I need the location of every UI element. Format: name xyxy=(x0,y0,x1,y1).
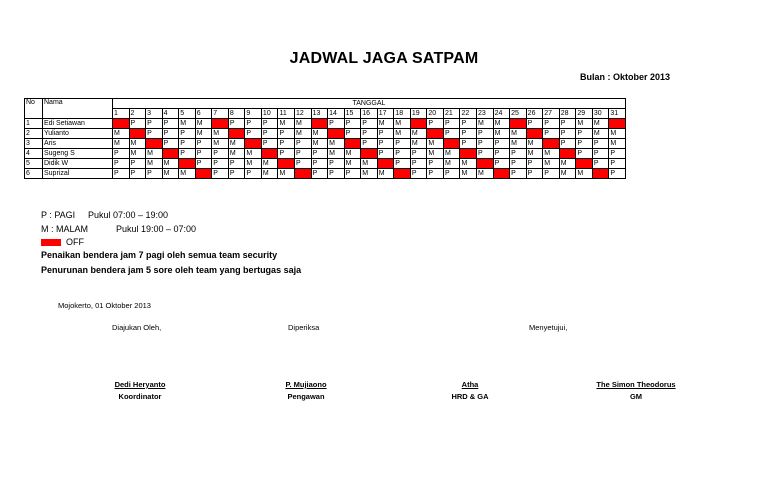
shift-cell-off xyxy=(394,169,411,179)
day-header: 7 xyxy=(212,109,229,119)
shift-cell-off xyxy=(113,119,130,129)
shift-cell-off xyxy=(344,139,361,149)
shift-cell-off xyxy=(410,119,427,129)
row-number: 6 xyxy=(25,169,43,179)
shift-cell: P xyxy=(195,139,212,149)
shift-cell: P xyxy=(609,149,626,159)
shift-cell: M xyxy=(179,169,196,179)
shift-cell: P xyxy=(295,159,312,169)
shift-cell: P xyxy=(576,149,593,159)
day-header: 1 xyxy=(113,109,130,119)
shift-cell: P xyxy=(543,129,560,139)
shift-cell: M xyxy=(162,169,179,179)
shift-cell: M xyxy=(543,159,560,169)
shift-cell: M xyxy=(443,149,460,159)
shift-cell: P xyxy=(228,159,245,169)
shift-cell: P xyxy=(559,119,576,129)
shift-cell: M xyxy=(228,149,245,159)
shift-cell: P xyxy=(609,169,626,179)
table-row xyxy=(25,159,626,169)
shift-cell: P xyxy=(592,159,609,169)
shift-cell: P xyxy=(328,119,345,129)
shift-cell: M xyxy=(278,119,295,129)
shift-cell: P xyxy=(212,149,229,159)
shift-cell: M xyxy=(493,129,510,139)
shift-cell: M xyxy=(526,149,543,159)
day-header: 2 xyxy=(129,109,146,119)
day-header: 6 xyxy=(195,109,212,119)
shift-cell: P xyxy=(212,169,229,179)
shift-cell: P xyxy=(261,139,278,149)
shift-cell-off xyxy=(228,129,245,139)
legend-pagi-code: P : PAGI xyxy=(41,210,76,220)
shift-cell: M xyxy=(460,169,477,179)
shift-cell: M xyxy=(344,149,361,159)
shift-cell: P xyxy=(195,159,212,169)
shift-cell: P xyxy=(510,149,527,159)
diajukan-label: Diajukan Oleh, xyxy=(112,323,162,332)
shift-cell: P xyxy=(361,129,378,139)
shift-cell: M xyxy=(295,129,312,139)
shift-cell: P xyxy=(410,149,427,159)
day-header: 26 xyxy=(526,109,543,119)
shift-cell: P xyxy=(410,159,427,169)
shift-cell: P xyxy=(278,149,295,159)
day-header: 18 xyxy=(394,109,411,119)
shift-cell: P xyxy=(559,139,576,149)
shift-cell: P xyxy=(344,129,361,139)
shift-cell-off xyxy=(592,169,609,179)
shift-cell: P xyxy=(146,119,163,129)
shift-cell: P xyxy=(328,169,345,179)
table-row xyxy=(25,119,626,129)
legend-off-label: OFF xyxy=(66,237,84,247)
day-header: 12 xyxy=(295,109,312,119)
shift-cell: P xyxy=(295,149,312,159)
table-row xyxy=(25,149,626,159)
shift-cell-off xyxy=(195,169,212,179)
shift-cell: M xyxy=(592,129,609,139)
place-date: Mojokerto, 01 Oktober 2013 xyxy=(58,301,151,310)
shift-cell: M xyxy=(295,119,312,129)
day-header: 21 xyxy=(443,109,460,119)
shift-cell: P xyxy=(443,129,460,139)
shift-cell: P xyxy=(526,159,543,169)
day-header: 30 xyxy=(592,109,609,119)
day-header: 9 xyxy=(245,109,262,119)
shift-cell: P xyxy=(576,129,593,139)
shift-cell: P xyxy=(460,139,477,149)
shift-cell: P xyxy=(212,159,229,169)
shift-cell-off xyxy=(443,139,460,149)
shift-cell: P xyxy=(394,159,411,169)
guard-name: Edi Setiawan xyxy=(43,119,113,129)
shift-cell: M xyxy=(344,159,361,169)
shift-cell: P xyxy=(261,119,278,129)
shift-cell: M xyxy=(146,149,163,159)
shift-cell: M xyxy=(510,139,527,149)
shift-cell: P xyxy=(526,119,543,129)
signer-name-2: P. Mujiaono xyxy=(285,380,327,389)
no-header: No xyxy=(25,99,43,119)
shift-cell: P xyxy=(493,159,510,169)
shift-cell-off xyxy=(261,149,278,159)
header-row xyxy=(25,99,626,109)
guard-name: Sugeng S xyxy=(43,149,113,159)
day-header: 27 xyxy=(543,109,560,119)
shift-cell: M xyxy=(179,119,196,129)
day-header: 4 xyxy=(162,109,179,119)
shift-cell: M xyxy=(410,129,427,139)
shift-cell-off xyxy=(427,129,444,139)
shift-cell: P xyxy=(460,129,477,139)
legend-malam-code: M : MALAM xyxy=(41,224,89,234)
shift-cell: P xyxy=(427,159,444,169)
table-row xyxy=(25,129,626,139)
tanggal-header: TANGGAL xyxy=(113,99,626,109)
shift-cell: P xyxy=(344,119,361,129)
shift-cell: M xyxy=(212,129,229,139)
diperiksa-label: Diperiksa xyxy=(288,323,320,332)
shift-cell: P xyxy=(510,169,527,179)
shift-cell: M xyxy=(311,129,328,139)
shift-cell: M xyxy=(129,149,146,159)
shift-cell: P xyxy=(609,159,626,169)
shift-cell-off xyxy=(460,149,477,159)
shift-cell: M xyxy=(592,119,609,129)
row-number: 2 xyxy=(25,129,43,139)
shift-cell-off xyxy=(609,119,626,129)
shift-cell-off xyxy=(526,129,543,139)
shift-cell: P xyxy=(311,169,328,179)
shift-cell: P xyxy=(361,139,378,149)
shift-cell-off xyxy=(212,119,229,129)
day-header: 3 xyxy=(146,109,163,119)
month-label: Bulan : Oktober 2013 xyxy=(580,72,671,82)
shift-cell: M xyxy=(510,129,527,139)
shift-cell: P xyxy=(195,149,212,159)
shift-cell: M xyxy=(493,119,510,129)
shift-cell: M xyxy=(212,139,229,149)
shift-cell-off xyxy=(278,159,295,169)
shift-cell: M xyxy=(311,139,328,149)
shift-cell: P xyxy=(477,129,494,139)
day-header: 28 xyxy=(559,109,576,119)
shift-cell: P xyxy=(410,169,427,179)
schedule-table xyxy=(24,98,626,179)
day-header: 24 xyxy=(493,109,510,119)
day-header: 22 xyxy=(460,109,477,119)
shift-cell: P xyxy=(592,149,609,159)
shift-cell: P xyxy=(113,149,130,159)
shift-cell: M xyxy=(477,169,494,179)
legend-malam-time: Pukul 19:00 – 07:00 xyxy=(116,224,197,234)
shift-cell: P xyxy=(129,159,146,169)
shift-cell: P xyxy=(394,149,411,159)
shift-cell: M xyxy=(228,139,245,149)
shift-cell: P xyxy=(344,169,361,179)
shift-cell: M xyxy=(559,169,576,179)
signer-role-1: Koordinator xyxy=(118,392,162,401)
shift-cell: P xyxy=(179,149,196,159)
shift-cell: P xyxy=(477,139,494,149)
menyetujui-label: Menyetujui, xyxy=(529,323,568,332)
signer-role-2: Pengawan xyxy=(287,392,325,401)
shift-cell-off xyxy=(328,129,345,139)
shift-cell: P xyxy=(377,139,394,149)
shift-cell: M xyxy=(576,169,593,179)
shift-cell: P xyxy=(443,169,460,179)
shift-cell: M xyxy=(427,139,444,149)
shift-cell: P xyxy=(377,129,394,139)
guard-name: Aris xyxy=(43,139,113,149)
shift-cell: P xyxy=(295,139,312,149)
shift-cell: P xyxy=(162,129,179,139)
shift-cell-off xyxy=(377,159,394,169)
table-row xyxy=(25,169,626,179)
shift-cell: M xyxy=(526,139,543,149)
shift-cell: P xyxy=(543,169,560,179)
day-header: 14 xyxy=(328,109,345,119)
signer-name-4: The Simon Theodorus xyxy=(596,380,676,389)
shift-cell: M xyxy=(576,119,593,129)
shift-cell: P xyxy=(245,129,262,139)
shift-cell: M xyxy=(328,149,345,159)
shift-cell: M xyxy=(377,169,394,179)
shift-cell: P xyxy=(228,169,245,179)
shift-cell: P xyxy=(427,169,444,179)
shift-cell: P xyxy=(228,119,245,129)
page-title: JADWAL JAGA SATPAM xyxy=(289,50,479,67)
shift-cell: M xyxy=(278,169,295,179)
shift-cell: P xyxy=(311,159,328,169)
shift-cell: P xyxy=(278,139,295,149)
shift-cell: P xyxy=(493,149,510,159)
shift-cell-off xyxy=(179,159,196,169)
shift-cell: P xyxy=(245,119,262,129)
shift-cell: P xyxy=(129,169,146,179)
shift-cell: P xyxy=(361,119,378,129)
shift-cell: P xyxy=(443,119,460,129)
shift-cell: M xyxy=(245,149,262,159)
day-header: 11 xyxy=(278,109,295,119)
shift-cell-off xyxy=(493,169,510,179)
signer-name-3: Atha xyxy=(461,380,479,389)
guard-name: Suprizal xyxy=(43,169,113,179)
shift-cell-off xyxy=(129,129,146,139)
day-header: 29 xyxy=(576,109,593,119)
note-line-2: Penurunan bendera jam 5 sore oleh team yang bertugas saja xyxy=(41,265,302,275)
shift-cell: M xyxy=(113,129,130,139)
shift-cell: M xyxy=(361,159,378,169)
shift-cell-off xyxy=(361,149,378,159)
shift-cell: P xyxy=(162,119,179,129)
shift-cell-off xyxy=(162,149,179,159)
shift-cell: P xyxy=(559,129,576,139)
day-header: 23 xyxy=(477,109,494,119)
shift-cell-off xyxy=(311,119,328,129)
shift-cell: M xyxy=(543,149,560,159)
day-header: 5 xyxy=(179,109,196,119)
shift-cell: M xyxy=(443,159,460,169)
row-number: 3 xyxy=(25,139,43,149)
shift-cell: P xyxy=(328,159,345,169)
shift-cell: M xyxy=(394,119,411,129)
shift-cell: P xyxy=(129,119,146,129)
shift-cell: P xyxy=(113,159,130,169)
shift-cell: P xyxy=(146,169,163,179)
shift-cell: P xyxy=(311,149,328,159)
signer-role-4: GM xyxy=(629,392,643,401)
shift-cell: P xyxy=(377,149,394,159)
shift-cell: M xyxy=(195,119,212,129)
shift-cell: M xyxy=(394,129,411,139)
row-number: 5 xyxy=(25,159,43,169)
shift-cell: M xyxy=(609,129,626,139)
shift-cell: P xyxy=(460,119,477,129)
day-header: 8 xyxy=(228,109,245,119)
day-header: 19 xyxy=(410,109,427,119)
day-header: 31 xyxy=(609,109,626,119)
shift-cell: P xyxy=(261,129,278,139)
day-header: 17 xyxy=(377,109,394,119)
shift-cell: M xyxy=(559,159,576,169)
shift-cell: P xyxy=(162,139,179,149)
shift-cell: M xyxy=(328,139,345,149)
shift-cell: M xyxy=(146,159,163,169)
shift-cell: M xyxy=(609,139,626,149)
shift-cell-off xyxy=(576,159,593,169)
shift-cell: P xyxy=(179,139,196,149)
shift-cell: P xyxy=(113,169,130,179)
shift-cell-off xyxy=(543,139,560,149)
shift-cell-off xyxy=(146,139,163,149)
shift-cell: P xyxy=(493,139,510,149)
legend-pagi-time: Pukul 07:00 – 19:00 xyxy=(88,210,169,220)
shift-cell-off xyxy=(295,169,312,179)
days-row xyxy=(25,109,626,119)
signer-role-3: HRD & GA xyxy=(451,392,489,401)
shift-cell: M xyxy=(129,139,146,149)
shift-cell: M xyxy=(477,119,494,129)
shift-cell: M xyxy=(361,169,378,179)
shift-cell: P xyxy=(477,149,494,159)
shift-cell: P xyxy=(543,119,560,129)
shift-cell: M xyxy=(245,159,262,169)
shift-cell: P xyxy=(146,129,163,139)
note-line-1: Penaikan bendera jam 7 pagi oleh semua team security xyxy=(41,250,278,260)
day-header: 16 xyxy=(361,109,378,119)
shift-cell: M xyxy=(377,119,394,129)
shift-cell: P xyxy=(510,159,527,169)
shift-cell-off xyxy=(510,119,527,129)
day-header: 13 xyxy=(311,109,328,119)
shift-cell: M xyxy=(113,139,130,149)
shift-cell: P xyxy=(427,119,444,129)
signer-name-1: Dedi Heryanto xyxy=(114,380,166,389)
shift-cell: M xyxy=(427,149,444,159)
guard-name: Yulianto xyxy=(43,129,113,139)
shift-cell-off xyxy=(245,139,262,149)
shift-cell: M xyxy=(460,159,477,169)
shift-cell: P xyxy=(394,139,411,149)
day-header: 20 xyxy=(427,109,444,119)
shift-cell: P xyxy=(278,129,295,139)
nama-header: Nama xyxy=(43,99,113,119)
day-header: 10 xyxy=(261,109,278,119)
row-number: 4 xyxy=(25,149,43,159)
shift-cell: M xyxy=(261,159,278,169)
day-header: 25 xyxy=(510,109,527,119)
shift-cell: M xyxy=(261,169,278,179)
row-number: 1 xyxy=(25,119,43,129)
shift-cell: M xyxy=(410,139,427,149)
shift-cell: P xyxy=(576,139,593,149)
shift-cell: P xyxy=(179,129,196,139)
shift-cell: P xyxy=(245,169,262,179)
day-header: 15 xyxy=(344,109,361,119)
off-swatch xyxy=(41,239,61,246)
shift-cell-off xyxy=(477,159,494,169)
shift-cell: M xyxy=(195,129,212,139)
guard-name: Didik W xyxy=(43,159,113,169)
shift-cell-off xyxy=(559,149,576,159)
shift-cell: M xyxy=(162,159,179,169)
shift-cell: P xyxy=(526,169,543,179)
shift-cell: P xyxy=(592,139,609,149)
table-row xyxy=(25,139,626,149)
